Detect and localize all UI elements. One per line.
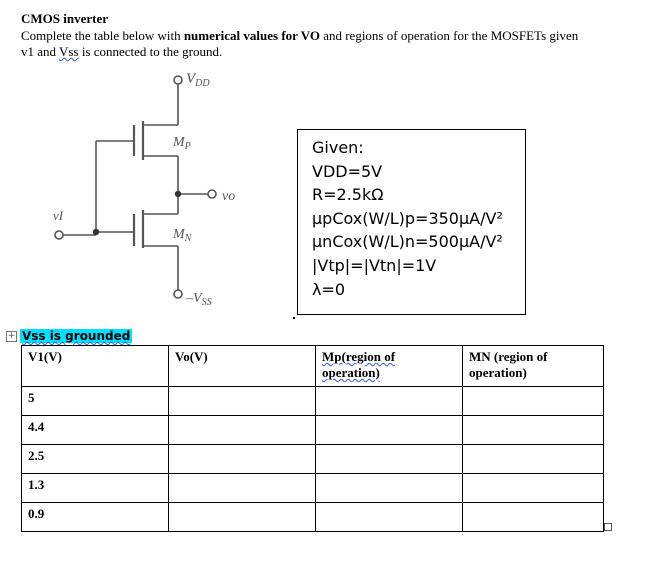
table-row bbox=[22, 416, 604, 445]
given-values-box bbox=[297, 129, 526, 315]
cell-vo[interactable] bbox=[169, 445, 316, 474]
cell-mn[interactable] bbox=[463, 474, 604, 503]
vdd-label: $V_{DD}$ bbox=[186, 71, 210, 89]
cell-mn[interactable] bbox=[463, 445, 604, 474]
cell-vo[interactable] bbox=[169, 387, 316, 416]
expand-plus-icon[interactable]: + bbox=[7, 330, 16, 341]
cell-vo[interactable] bbox=[169, 503, 316, 532]
resize-handle[interactable] bbox=[604, 523, 612, 531]
cell-mp[interactable] bbox=[316, 503, 463, 532]
table-row bbox=[22, 474, 604, 503]
vss-grounded-text: Vss is grounded bbox=[22, 329, 131, 343]
cell-mn[interactable] bbox=[463, 416, 604, 445]
given-kp: μpCox(W/L)p=350μA/V² bbox=[312, 208, 503, 228]
mp-label: $M_P$ bbox=[173, 135, 191, 152]
cell-mp[interactable] bbox=[316, 445, 463, 474]
given-vt: |Vtp|=|Vtn|=1V bbox=[312, 255, 437, 275]
cell-vo[interactable] bbox=[169, 416, 316, 445]
vdd-terminal bbox=[174, 76, 182, 84]
given-lambda: λ=0 bbox=[312, 279, 346, 299]
cell-mp[interactable] bbox=[316, 387, 463, 416]
mn-label: $M_N$ bbox=[173, 227, 192, 244]
given-kn: μnCox(W/L)n=500μA/V² bbox=[312, 232, 503, 252]
cell-v1: 0.9 bbox=[22, 503, 169, 532]
gate-node-dot bbox=[93, 229, 99, 235]
cell-v1: 2.5 bbox=[22, 445, 169, 474]
cell-v1: 5 bbox=[22, 387, 169, 416]
vss-label: $-V_{SS}$ bbox=[186, 291, 212, 308]
instructions: Complete the table below with numerical values for VO and regions of operation for the MOSFETs given v1 and Vss is connected to the ground. bbox=[21, 28, 579, 59]
operation-table bbox=[21, 345, 604, 532]
header-vo: Vo(V) bbox=[169, 346, 316, 387]
given-heading: Given: bbox=[312, 138, 364, 157]
stray-dot bbox=[293, 317, 295, 319]
cell-mp[interactable] bbox=[316, 416, 463, 445]
vo-label: vo bbox=[222, 189, 236, 204]
table-header-row bbox=[22, 346, 604, 387]
table-row bbox=[22, 445, 604, 474]
given-r: R=2.5kΩ bbox=[312, 185, 384, 205]
cell-mn[interactable] bbox=[463, 503, 604, 532]
cell-v1: 1.3 bbox=[22, 474, 169, 503]
table-row bbox=[22, 503, 604, 532]
vss-grounded-tag[interactable] bbox=[6, 329, 132, 343]
cell-mp[interactable] bbox=[316, 474, 463, 503]
given-vdd: VDD=5V bbox=[312, 161, 383, 181]
question-title: CMOS inverter bbox=[21, 11, 109, 26]
vi-label: vI bbox=[53, 208, 64, 223]
cell-v1: 4.4 bbox=[22, 416, 169, 445]
table-row bbox=[22, 387, 604, 416]
cell-mn[interactable] bbox=[463, 387, 604, 416]
header-mn: MN (region of operation) bbox=[463, 346, 604, 387]
header-mp: Mp(region of operation) bbox=[316, 346, 463, 387]
cell-vo[interactable] bbox=[169, 474, 316, 503]
output-node-dot bbox=[175, 191, 181, 197]
header-v1: V1(V) bbox=[22, 346, 169, 387]
